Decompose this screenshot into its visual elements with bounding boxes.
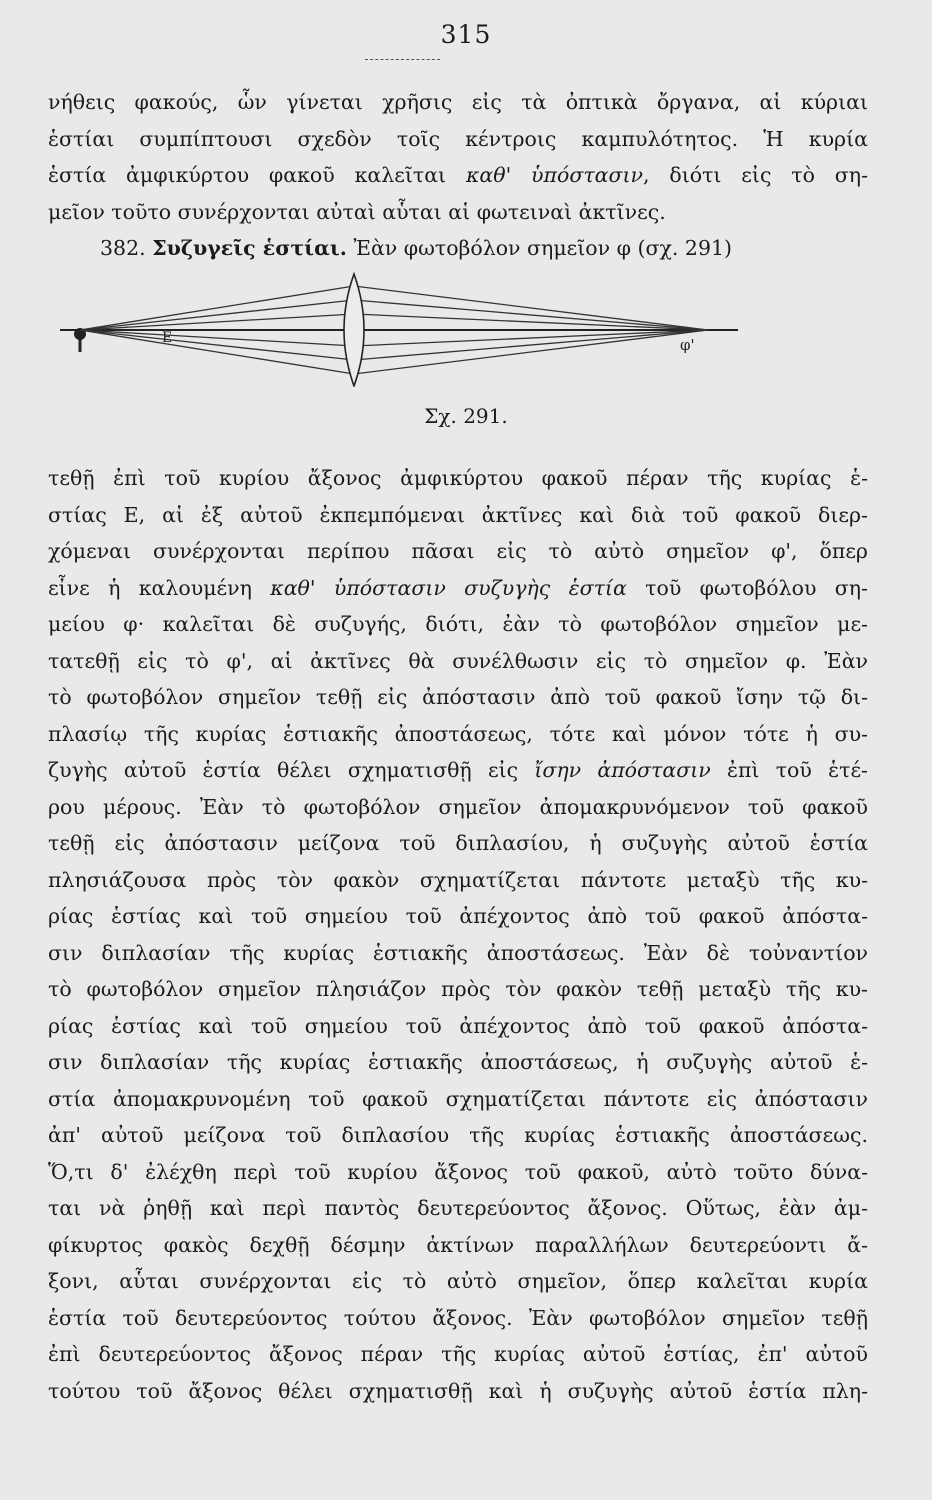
text-line: πλησιάζουσα πρὸς τὸν φακὸν σχηματίζεται πάντοτε μεταξὺ τῆς κυ- bbox=[48, 867, 868, 892]
text-line: χόμεναι συνέρχονται περίπου πᾶσαι εἰς τὸ αὐτὸ σημεῖον φ', ὅπερ bbox=[48, 539, 868, 563]
text-line: τατεθῇ εἰς τὸ φ', αἱ ἀκτῖνες θὰ συνέλθωσιν εἰς τὸ σημεῖον φ. Ἐὰν bbox=[48, 648, 868, 673]
text-line: ἀπ' αὐτοῦ μείζονα τοῦ διπλασίου τῆς κυρίας ἑστιακῆς ἀποστάσεως. bbox=[48, 1123, 868, 1147]
section-text: Ἐὰν φωτοβόλον σημεῖον φ (σχ. 291) bbox=[353, 236, 733, 260]
text-line: τὸ φωτοβόλον σημεῖον τεθῇ εἰς ἀπόστασιν ἀπὸ τοῦ φακοῦ ἴσην τῷ δι- bbox=[48, 685, 868, 709]
body-paragraph bbox=[48, 460, 868, 1409]
text-line: ἑστία τοῦ δευτερεύοντος τούτου ἄξονος. Ἐὰν φωτοβόλον σημεῖον τεθῇ bbox=[48, 1305, 868, 1330]
text-line: σιν διπλασίαν τῆς κυρίας ἑστιακῆς ἀποστάσεως, ἡ συζυγὴς αὐτοῦ ἑ- bbox=[48, 1050, 868, 1074]
focus-label-e: E bbox=[162, 330, 173, 346]
text-line: ἑστία ἀμφικύρτου φακοῦ καλεῖται καθ' ὑπόστασιν, διότι εἰς τὸ ση- bbox=[48, 163, 869, 187]
text-line: ρίας ἑστίας καὶ τοῦ σημείου τοῦ ἀπέχοντος ἀπὸ τοῦ φακοῦ ἀπόστα- bbox=[48, 904, 868, 928]
section-title: Συζυγεῖς ἑστίαι. bbox=[152, 236, 347, 260]
text-line: ρου μέρους. Ἐὰν τὸ φωτοβόλον σημεῖον ἀπομακρυνόμενον τοῦ φακοῦ bbox=[48, 794, 868, 819]
text-line: ρίας ἑστίας καὶ τοῦ σημείου τοῦ ἀπέχοντος ἀπὸ τοῦ φακοῦ ἀπόστα- bbox=[48, 1013, 868, 1038]
text-line: φίκυρτος φακὸς δεχθῇ δέσμην ἀκτίνων παραλλήλων δευτερεύοντι ἄ- bbox=[48, 1232, 868, 1257]
text-line: ζυγὴς αὐτοῦ ἑστία θέλει σχηματισθῇ εἰς ἴσην ἀπόστασιν ἐπὶ τοῦ ἑτέ- bbox=[48, 758, 868, 782]
text-line: μείου φ· καλεῖται δὲ συζυγής, διότι, ἐὰν τὸ φωτοβόλον σημεῖον με- bbox=[48, 612, 868, 636]
text-line: ἑστίαι συμπίπτουσι σχεδὸν τοῖς κέντροις καμπυλότητος. Ἡ κυρία bbox=[48, 126, 868, 151]
text-line: τεθῇ εἰς ἀπόστασιν μείζονα τοῦ διπλασίου, ἡ συζυγὴς αὐτοῦ ἑστία bbox=[48, 831, 868, 855]
lens-ray-diagram bbox=[58, 272, 748, 387]
section-heading-line bbox=[48, 230, 868, 267]
italic-term: καθ' ὑπόστασιν bbox=[465, 163, 644, 187]
page-number: 315 bbox=[440, 20, 492, 49]
figure-caption: Σχ. 291. bbox=[424, 404, 508, 428]
text-line: ξονι, αὗται συνέρχονται εἰς τὸ αὐτὸ σημεῖον, ὅπερ καλεῖται κυρία bbox=[48, 1269, 868, 1293]
header-rule bbox=[365, 59, 440, 60]
text-line: νήθεις φακούς, ὧν γίνεται χρῆσις εἰς τὰ ὀπτικὰ ὄργανα, αἱ κύριαι bbox=[48, 90, 868, 114]
text-line: πλασίῳ τῆς κυρίας ἑστιακῆς ἀποστάσεως, τότε καὶ μόνον τότε ἡ συ- bbox=[48, 721, 868, 746]
text-line: τούτου τοῦ ἄξονος θέλει σχηματισθῇ καὶ ἡ συζυγὴς αὐτοῦ ἑστία πλη- bbox=[48, 1378, 868, 1403]
text-line: σιν διπλασίαν τῆς κυρίας ἑστιακῆς ἀποστάσεως. Ἐὰν δὲ τοὐναντίον bbox=[48, 940, 868, 965]
text-line: ται νὰ ῥηθῇ καὶ περὶ παντὸς δευτερεύοντος ἄξονος. Οὕτως, ἐὰν ἀμ- bbox=[48, 1196, 868, 1220]
image-point-label: φ' bbox=[680, 336, 695, 354]
italic-term: καθ' ὑπόστασιν συζυγὴς ἑστία bbox=[270, 575, 627, 600]
text-line: στίας Ε, αἱ ἐξ αὐτοῦ ἐκπεμπόμεναι ἀκτῖνες καὶ διὰ τοῦ φακοῦ διερ- bbox=[48, 502, 868, 527]
section-number: 382. bbox=[100, 236, 146, 260]
italic-term: ἴσην ἀπόστασιν bbox=[534, 758, 711, 782]
biconvex-lens-icon bbox=[344, 274, 364, 386]
text-line: τὸ φωτοβόλον σημεῖον πλησιάζον πρὸς τὸν φακὸν τεθῇ μεταξὺ τῆς κυ- bbox=[48, 977, 868, 1001]
text-line: Ὅ,τι δ' ἐλέχθη περὶ τοῦ κυρίου ἄξονος τοῦ φακοῦ, αὐτὸ τοῦτο δύνα- bbox=[48, 1159, 868, 1184]
text-line: εἶνε ἡ καλουμένη καθ' ὑπόστασιν συζυγὴς ἑστία τοῦ φωτοβόλου ση- bbox=[48, 575, 868, 600]
text-line: τεθῇ ἐπὶ τοῦ κυρίου ἄξονος ἀμφικύρτου φακοῦ πέραν τῆς κυρίας ἑ- bbox=[48, 466, 868, 490]
text-line: μεῖον τοῦτο συνέρχονται αὐταὶ αὗται αἱ φωτειναὶ ἀκτῖνες. bbox=[48, 199, 666, 224]
text-line: στία ἀπομακρυνομένη τοῦ φακοῦ σχηματίζεται πάντοτε εἰς ἀπόστασιν bbox=[48, 1086, 868, 1111]
intro-paragraph bbox=[48, 84, 868, 267]
text-line: ἐπὶ δευτερεύοντος ἄξονος πέραν τῆς κυρίας αὐτοῦ ἑστίας, ἐπ' αὐτοῦ bbox=[48, 1342, 868, 1366]
